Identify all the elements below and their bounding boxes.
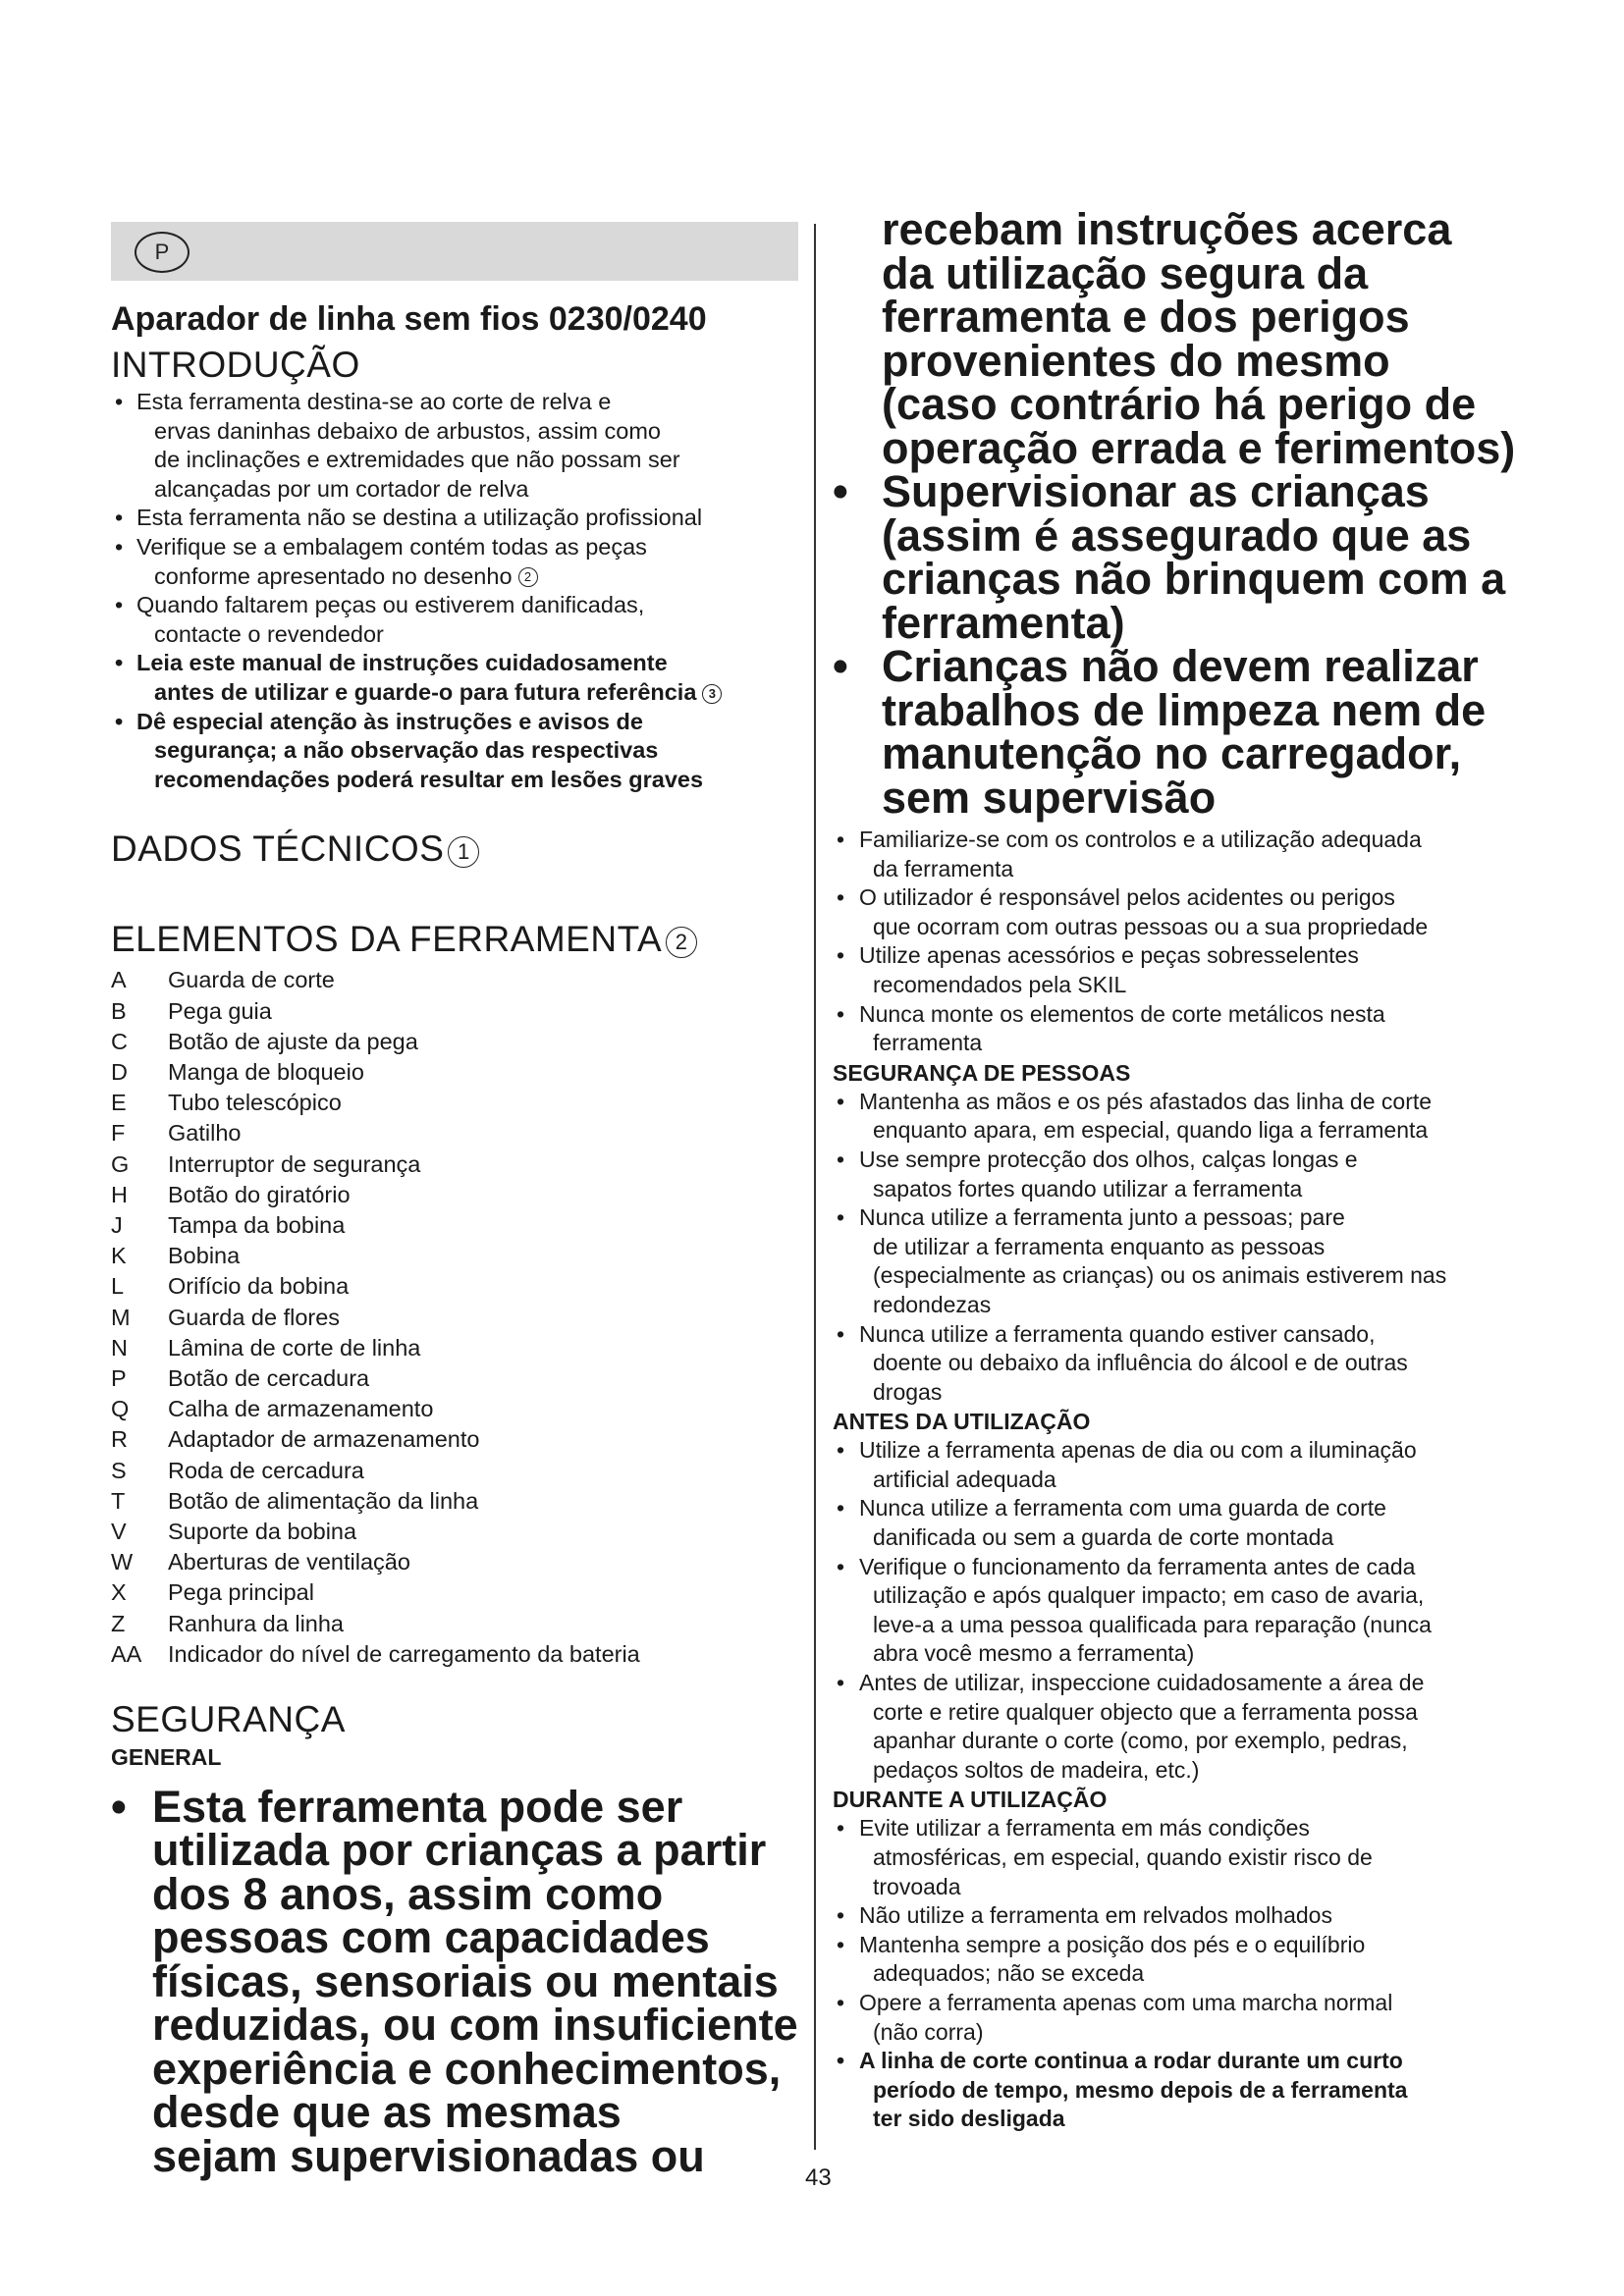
list-item-line: utilização e após qualquer impacto; em caso de avaria, [873, 1582, 1425, 1609]
parts-row [111, 1057, 640, 1088]
list-item-line: segurança; a não observação das respectivas [154, 737, 659, 764]
parts-row [111, 1118, 640, 1148]
list-item [833, 1669, 1540, 1785]
part-key: B [111, 997, 127, 1024]
part-key: K [111, 1243, 127, 1269]
elements-title: ELEMENTOS DA FERRAMENTA [111, 919, 663, 960]
part-label: Botão de ajuste da pega [168, 1028, 418, 1054]
during-use-heading: DURANTE A UTILIZAÇÃO [833, 1787, 1108, 1813]
list-item-line: pedaços soltos de madeira, etc.) [873, 1756, 1200, 1783]
part-key: C [111, 1028, 128, 1054]
big-warning-line: (caso contrário há perigo de [882, 379, 1477, 429]
list-item-line: redondezas [873, 1291, 992, 1317]
part-key: D [111, 1058, 128, 1085]
list-item-line: (especialmente as crianças) ou os animais estiverem nas [873, 1262, 1447, 1289]
big-warning-line: • Crianças não devem realizar [882, 641, 1479, 691]
parts-row [111, 1088, 640, 1118]
list-item [833, 826, 1540, 883]
list-item [111, 649, 798, 707]
parts-row [111, 1486, 640, 1517]
figure-ref-badge: 2 [666, 927, 697, 958]
big-warning-line: manutenção no carregador, [882, 728, 1462, 778]
big-warning-left [111, 1781, 798, 2181]
big-warning-line: trabalhos de limpeza nem de [882, 684, 1487, 735]
big-warning-continuation [833, 204, 1540, 473]
list-item [111, 708, 798, 795]
before-use-heading: ANTES DA UTILIZAÇÃO [833, 1409, 1091, 1435]
part-label: Botão de cercadura [168, 1364, 370, 1391]
list-item-line: • Utilize a ferramenta apenas de dia ou com a iluminação [859, 1437, 1417, 1464]
part-label: Guarda de flores [168, 1304, 341, 1330]
before-use-list [833, 1436, 1540, 1785]
list-item-line: recomendados pela SKIL [873, 971, 1127, 997]
list-item [833, 1436, 1540, 1494]
list-item-line: apanhar durante o corte (como, por exemplo, pedras, [873, 1728, 1408, 1754]
list-item-line: de utilizar a ferramenta enquanto as pessoas [873, 1233, 1326, 1259]
big-warning-item [111, 1781, 798, 2181]
big-warning-line: (assim é assegurado que as [882, 509, 1472, 561]
list-item-line: artificial adequada [873, 1466, 1056, 1492]
document-title: Aparador de linha sem fios 0230/0240 [111, 300, 707, 338]
list-item-line: • Nunca monte os elementos de corte metálicos nesta [859, 1000, 1385, 1027]
list-item [833, 1553, 1540, 1669]
list-item-line: • Esta ferramenta destina-se ao corte de relva e [136, 389, 612, 414]
list-item-line: corte e retire qualquer objecto que a ferramenta possa [873, 1698, 1418, 1725]
right-column [833, 204, 1540, 2134]
list-item-line: ter sido desligada [873, 2106, 1065, 2132]
parts-row [111, 996, 640, 1027]
during-use-list [833, 1814, 1540, 2134]
parts-row [111, 1363, 640, 1394]
part-key: R [111, 1426, 128, 1453]
intro-heading: INTRODUÇÃO [111, 345, 360, 385]
part-key: L [111, 1273, 125, 1300]
part-key: Z [111, 1610, 126, 1636]
list-item-line: conforme apresentado no desenho 2 [136, 562, 798, 592]
parts-row [111, 1333, 640, 1363]
part-key: T [111, 1487, 126, 1514]
big-warning-line: recebam instruções acerca [882, 204, 1452, 254]
part-key: E [111, 1090, 127, 1116]
part-label: Calha de armazenamento [168, 1396, 434, 1422]
part-label: Suporte da bobina [168, 1518, 357, 1544]
parts-table [111, 965, 640, 1670]
list-item-line: • Mantenha as mãos e os pés afastados das linha de corte [859, 1088, 1433, 1114]
part-key: V [111, 1518, 127, 1544]
list-item [833, 883, 1540, 941]
list-item-line: • Nunca utilize a ferramenta quando estiver cansado, [859, 1320, 1376, 1347]
list-item [833, 1989, 1540, 2047]
list-item-line: (não corra) [873, 2018, 984, 2045]
persons-safety-heading: SEGURANÇA DE PESSOAS [833, 1059, 1131, 1086]
part-key: S [111, 1457, 127, 1483]
part-label: Indicador do nível de carregamento da bateria [168, 1640, 640, 1667]
elements-heading [111, 917, 798, 962]
safety-heading: SEGURANÇA [111, 1698, 346, 1739]
part-label: Manga de bloqueio [168, 1058, 364, 1085]
list-item-line: • Esta ferramenta não se destina a utilização profissional [136, 505, 703, 531]
part-label: Tubo telescópico [168, 1090, 342, 1116]
big-warning-item [833, 641, 1540, 823]
figure-ref-badge: 3 [702, 684, 722, 704]
part-key: X [111, 1579, 127, 1606]
part-label: Guarda de corte [168, 967, 335, 993]
list-item [111, 533, 798, 591]
big-warning-line: da utilização segura da [882, 247, 1369, 298]
list-item-line: drogas [873, 1378, 943, 1405]
list-item [111, 504, 798, 533]
column-divider [814, 224, 816, 2150]
part-label: Botão de alimentação da linha [168, 1487, 479, 1514]
part-label: Aberturas de ventilação [168, 1549, 410, 1575]
part-key: AA [111, 1640, 142, 1667]
list-item-line: • Antes de utilizar, inspeccione cuidadosamente a área de [859, 1670, 1425, 1696]
list-item-line: • Dê especial atenção às instruções e avisos de [136, 708, 643, 734]
list-item-line: adequados; não se exceda [873, 1960, 1145, 1987]
list-item-line: leve-a a uma pessoa qualificada para reparação (nunca [873, 1611, 1432, 1637]
part-key: J [111, 1211, 123, 1238]
list-item [833, 941, 1540, 999]
list-item-line: • Nunca utilize a ferramenta junto a pessoas; pare [859, 1204, 1345, 1231]
parts-row [111, 1180, 640, 1210]
big-warning-line: sem supervisão [882, 772, 1217, 823]
parts-row [111, 1639, 640, 1670]
part-key: W [111, 1549, 134, 1575]
general-label: GENERAL [111, 1743, 222, 1770]
list-item-line: • Familiarize-se com os controlos e a utilização adequada [859, 827, 1422, 852]
list-item [833, 1146, 1540, 1203]
part-label: Bobina [168, 1243, 241, 1269]
big-warning-line: desde que as mesmas [152, 2087, 622, 2138]
part-key: P [111, 1364, 127, 1391]
list-item-line: • Utilize apenas acessórios e peças sobresselentes [859, 942, 1359, 969]
list-item-line: de inclinações e extremidades que não possam ser [154, 447, 680, 473]
list-item [833, 1088, 1540, 1146]
list-item [111, 388, 798, 504]
part-label: Lâmina de corte de linha [168, 1334, 421, 1361]
tech-data-heading [111, 827, 798, 872]
part-label: Ranhura da linha [168, 1610, 344, 1636]
list-item [833, 1814, 1540, 1901]
general-safety-list [833, 826, 1540, 1058]
big-warning-line: operação errada e ferimentos) [882, 422, 1516, 473]
parts-row [111, 1547, 640, 1577]
list-item-line: • Leia este manual de instruções cuidadosamente [136, 650, 668, 676]
list-item-line: alcançadas por um cortador de relva [154, 475, 529, 502]
big-warning-line: provenientes do mesmo [882, 335, 1390, 386]
big-warning-line: crianças não brinquem com a [882, 554, 1506, 604]
part-key: N [111, 1334, 128, 1361]
language-band [111, 222, 798, 281]
list-item-line: contacte o revendedor [154, 620, 384, 647]
list-item-line: • O utilizador é responsável pelos acidentes ou perigos [859, 884, 1395, 911]
list-item-line: que ocorram com outras pessoas ou a sua propriedade [873, 913, 1429, 939]
list-item-line: ferramenta [873, 1030, 983, 1056]
parts-row [111, 1517, 640, 1547]
list-item-line: abra você mesmo a ferramenta) [873, 1640, 1195, 1667]
list-item [833, 1000, 1540, 1058]
big-warning-line: ferramenta) [882, 597, 1125, 648]
list-item-line: • Evite utilizar a ferramenta em más condições [859, 1815, 1310, 1842]
list-item-line: antes de utilizar e guarde-o para futura referência 3 [136, 678, 798, 708]
part-label: Roda de cercadura [168, 1457, 364, 1483]
parts-row [111, 1456, 640, 1486]
big-warning-line: experiência e conhecimentos, [152, 2043, 782, 2094]
list-item-line: danificada ou sem a guarda de corte montada [873, 1524, 1334, 1551]
part-label: Pega principal [168, 1579, 314, 1606]
list-item [833, 1931, 1540, 1989]
part-label: Botão do giratório [168, 1181, 351, 1207]
big-warning-line: ferramenta e dos perigos [882, 292, 1410, 342]
parts-row [111, 1577, 640, 1608]
list-item [833, 1320, 1540, 1408]
part-label: Tampa da bobina [168, 1211, 346, 1238]
big-warning-line: pessoas com capacidades [152, 1912, 710, 1963]
part-key: A [111, 967, 127, 993]
part-label: Pega guia [168, 997, 272, 1024]
list-item-line: doente ou debaixo da influência do álcool e de outras [873, 1350, 1408, 1376]
left-column [111, 222, 798, 2181]
parts-row [111, 965, 640, 995]
list-item-line: • Nunca utilize a ferramenta com uma guarda de corte [859, 1495, 1386, 1522]
parts-row [111, 1271, 640, 1302]
list-item-line: • Verifique o funcionamento da ferramenta antes de cada [859, 1553, 1416, 1579]
parts-row [111, 1210, 640, 1241]
intro-list [111, 388, 798, 794]
parts-row [111, 1149, 640, 1180]
list-item-line: • A linha de corte continua a rodar durante um curto [859, 2048, 1403, 2074]
big-warning-line: utilizada por crianças a partir [152, 1825, 767, 1876]
list-item-line: • Mantenha sempre a posição dos pés e o equilíbrio [859, 1931, 1366, 1957]
tech-data-title: DADOS TÉCNICOS [111, 828, 445, 870]
part-key: F [111, 1120, 126, 1147]
list-item-line: • Use sempre protecção dos olhos, calças longas e [859, 1146, 1358, 1172]
part-key: G [111, 1150, 130, 1177]
parts-row [111, 1394, 640, 1424]
figure-ref-badge: 1 [448, 836, 479, 868]
part-key: Q [111, 1396, 130, 1422]
list-item-line: • Não utilize a ferramenta em relvados molhados [859, 1902, 1332, 1929]
big-warning-right [833, 466, 1540, 823]
list-item-line: atmosféricas, em especial, quando existir risco de [873, 1844, 1373, 1870]
list-item-line: • Quando faltarem peças ou estiverem danificadas, [136, 592, 645, 618]
language-badge: P [135, 232, 189, 273]
big-warning-line: dos 8 anos, assim como [152, 1868, 664, 1919]
part-key: H [111, 1181, 128, 1207]
page-number: 43 [805, 2164, 832, 2191]
part-label: Interruptor de segurança [168, 1150, 421, 1177]
list-item [833, 1901, 1540, 1931]
figure-ref-badge: 2 [518, 567, 538, 587]
big-warning-line: reduzidas, ou com insuficiente [152, 2000, 798, 2051]
parts-row [111, 1424, 640, 1455]
list-item-line: recomendações poderá resultar em lesões graves [154, 766, 704, 792]
list-item [833, 1203, 1540, 1319]
list-item-line: trovoada [873, 1873, 961, 1899]
list-item [833, 1494, 1540, 1552]
list-item-line: ervas daninhas debaixo de arbustos, assim como [154, 417, 661, 444]
big-warning-line: • Esta ferramenta pode ser [152, 1781, 683, 1832]
big-warning-item [833, 466, 1540, 648]
list-item-line: da ferramenta [873, 855, 1014, 881]
list-item-line: enquanto apara, em especial, quando liga a ferramenta [873, 1117, 1429, 1144]
part-label: Orifício da bobina [168, 1273, 350, 1300]
part-label: Adaptador de armazenamento [168, 1426, 480, 1453]
part-label: Gatilho [168, 1120, 242, 1147]
part-key: M [111, 1304, 131, 1330]
list-item [833, 2047, 1540, 2134]
list-item-line: • Verifique se a embalagem contém todas as peças [136, 533, 647, 560]
big-warning-line: • Supervisionar as crianças [882, 466, 1430, 516]
parts-row [111, 1027, 640, 1057]
parts-row [111, 1609, 640, 1639]
parts-row [111, 1303, 640, 1333]
list-item [111, 591, 798, 649]
list-item-line: período de tempo, mesmo depois de a ferramenta [873, 2076, 1408, 2103]
list-item-line: • Opere a ferramenta apenas com uma marcha normal [859, 1989, 1393, 2015]
big-warning-line: físicas, sensoriais ou mentais [152, 1955, 779, 2006]
big-warning-line: sejam supervisionadas ou [152, 2130, 705, 2181]
list-item-line: sapatos fortes quando utilizar a ferramenta [873, 1175, 1303, 1201]
parts-row [111, 1241, 640, 1271]
persons-safety-list [833, 1088, 1540, 1408]
